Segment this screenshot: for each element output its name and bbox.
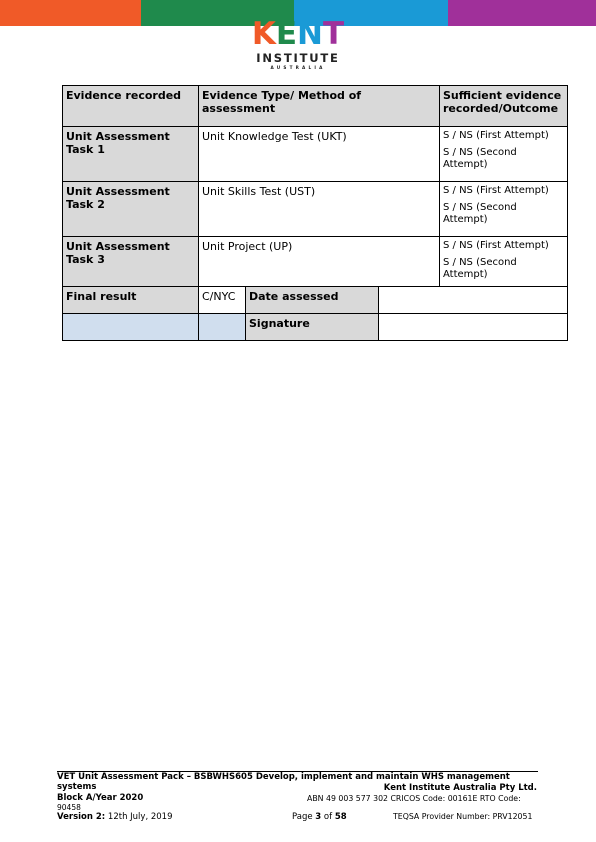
evidence-table [62,85,568,341]
final-result-value-blank [199,314,246,341]
footer-page-current: 3 [315,812,322,822]
outcome-second-attempt: S / NS (Second Attempt) [443,147,517,170]
final-result-blank [63,314,199,341]
final-result-row [63,287,568,314]
logo-letter-t: T [323,16,345,52]
footer-version-date: 12th July, 2019 [107,812,173,822]
footer-version-label: Version 2: [57,812,106,822]
footer-abn-cricos: ABN 49 003 577 302 CRICOS Code: 00161E RTO Code: [307,794,521,803]
task-label: Unit Assessment Task 3 [63,237,199,287]
footer-page-number [292,812,347,822]
outcome-second-attempt: S / NS (Second Attempt) [443,202,517,225]
signature-label: Signature [246,314,379,341]
outcome-first-attempt: S / NS (First Attempt) [443,185,549,196]
table-row [63,127,568,182]
task-label: Unit Assessment Task 1 [63,127,199,182]
header-evidence-recorded: Evidence recorded [63,86,199,127]
footer-teqsa: TEQSA Provider Number: PRV12051 [393,812,533,821]
footer-version [57,812,172,822]
task-label: Unit Assessment Task 2 [63,182,199,237]
date-assessed-label: Date assessed [246,287,379,314]
header-sufficient-evidence: Sufficient evidence recorded/Outcome [440,86,568,127]
final-result-label: Final result [63,287,199,314]
table-row [63,237,568,287]
logo-letter-k: K [251,16,276,52]
footer-block-year: Block A/Year 2020 [57,793,144,803]
footer-page-of: of [323,812,333,822]
kent-institute-logo [0,16,596,70]
outcome-first-attempt: S / NS (First Attempt) [443,240,549,251]
signature-field[interactable] [379,314,568,341]
logo-institute-text: INSTITUTE [256,51,340,65]
logo-letter-e: E [275,16,298,52]
table-header-row [63,86,568,127]
footer-page-prefix: Page [292,812,313,822]
logo-letter-n: N [297,16,323,52]
task-outcome [440,237,568,287]
footer-page-total: 58 [334,812,347,822]
table-row [63,182,568,237]
task-method: Unit Project (UP) [199,237,440,287]
task-outcome [440,182,568,237]
logo-kent-wordmark [0,16,596,52]
outcome-first-attempt: S / NS (First Attempt) [443,130,549,141]
task-outcome [440,127,568,182]
footer-document-title: VET Unit Assessment Pack – BSBWHS605 Develop, implement and maintain WHS management systems [57,772,510,792]
task-method: Unit Knowledge Test (UKT) [199,127,440,182]
footer-company: Kent Institute Australia Pty Ltd. [383,783,537,793]
logo-australia-text: AUSTRALIA [270,65,326,70]
task-method: Unit Skills Test (UST) [199,182,440,237]
footer-rto-code: 90458 [57,803,81,812]
final-result-value: C/NYC [199,287,246,314]
header-evidence-type: Evidence Type/ Method of assessment [199,86,440,127]
date-assessed-field[interactable] [379,287,568,314]
outcome-second-attempt: S / NS (Second Attempt) [443,257,517,280]
signature-row [63,314,568,341]
